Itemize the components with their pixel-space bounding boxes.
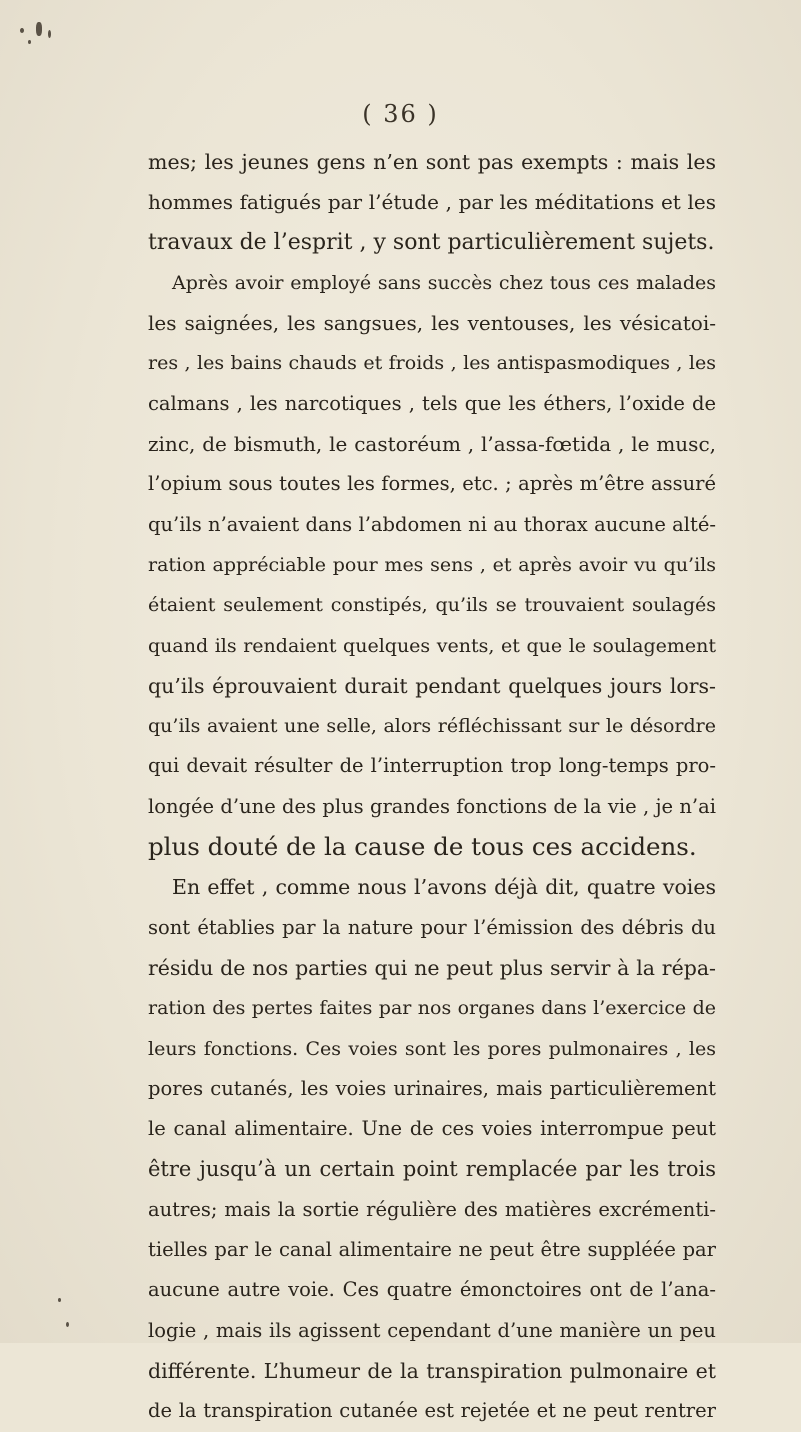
text-line: pores cutanés, les voies urinaires, mais particulièrement	[148, 1076, 716, 1100]
text-line: zinc, de bismuth, le castoréum , l’assa-fœtida , le musc,	[148, 432, 716, 457]
text-line: ration des pertes faites par nos organes dans l’exercice de	[148, 997, 716, 1020]
ink-speck	[28, 40, 31, 44]
text-line: res , les bains chauds et froids , les antispasmodiques , les	[148, 352, 716, 375]
text-line: plus douté de la cause de tous ces accidens.	[148, 832, 697, 862]
text-line: différente. L’humeur de la transpiration pulmonaire et	[148, 1358, 716, 1383]
text-line: quand ils rendaient quelques vents, et que le soulagement	[148, 634, 716, 657]
text-line: logie , mais ils agissent cependant d’une manière un peu	[148, 1318, 716, 1342]
text-line: qu’ils n’avaient dans l’abdomen ni au thorax aucune alté-	[148, 512, 716, 536]
text-line: qu’ils éprouvaient durait pendant quelques jours lors-	[148, 673, 716, 698]
text-line: mes; les jeunes gens n’en sont pas exempts : mais les	[148, 150, 716, 174]
text-line: être jusqu’à un certain point remplacée par les trois	[148, 1157, 716, 1182]
text-line: sont établies par la nature pour l’émission des débris du	[148, 915, 716, 939]
text-line: hommes fatigués par l’étude , par les méditations et les	[148, 190, 716, 215]
text-line: longée d’une des plus grandes fonctions de la vie , je n’ai	[148, 794, 716, 818]
body-text	[148, 142, 716, 1432]
text-line: les saignées, les sangsues, les ventouses, les vésicatoi-	[148, 311, 716, 336]
ink-speck	[66, 1322, 69, 1327]
text-line: résidu de nos parties qui ne peut plus servir à la répa-	[148, 955, 716, 980]
text-line: autres; mais la sortie régulière des matières excrémenti-	[148, 1197, 716, 1221]
text-line: ration appréciable pour mes sens , et après avoir vu qu’ils	[148, 553, 716, 576]
page-number: ( 36 )	[362, 100, 439, 128]
text-line: de la transpiration cutanée est rejetée et ne peut rentrer	[148, 1399, 716, 1423]
text-line: travaux de l’esprit , y sont particulièrement sujets.	[148, 229, 715, 255]
text-line: aucune autre voie. Ces quatre émonctoires ont de l’ana-	[148, 1278, 716, 1302]
text-line: l’opium sous toutes les formes, etc. ; après m’être assuré	[148, 472, 716, 496]
text-line: qu’ils avaient une selle, alors réfléchissant sur le désordre	[148, 715, 716, 738]
text-line: tielles par le canal alimentaire ne peut être suppléée par	[148, 1238, 716, 1262]
text-line: le canal alimentaire. Une de ces voies interrompue peut	[148, 1117, 716, 1141]
ink-speck	[58, 1298, 61, 1302]
ink-speck	[36, 22, 42, 36]
text-line: qui devait résulter de l’interruption trop long-temps pro-	[148, 754, 716, 778]
text-line: Après avoir employé sans succès chez tous ces malades	[172, 271, 716, 294]
ink-speck	[48, 30, 51, 38]
text-line: En effet , comme nous l’avons déjà dit, quatre voies	[172, 875, 716, 900]
text-line: étaient seulement constipés, qu’ils se trouvaient soulagés	[148, 594, 716, 617]
text-line: calmans , les narcotiques , tels que les éthers, l’oxide de	[148, 391, 716, 415]
ink-speck	[20, 28, 24, 33]
text-line: leurs fonctions. Ces voies sont les pores pulmonaires , les	[148, 1037, 716, 1060]
